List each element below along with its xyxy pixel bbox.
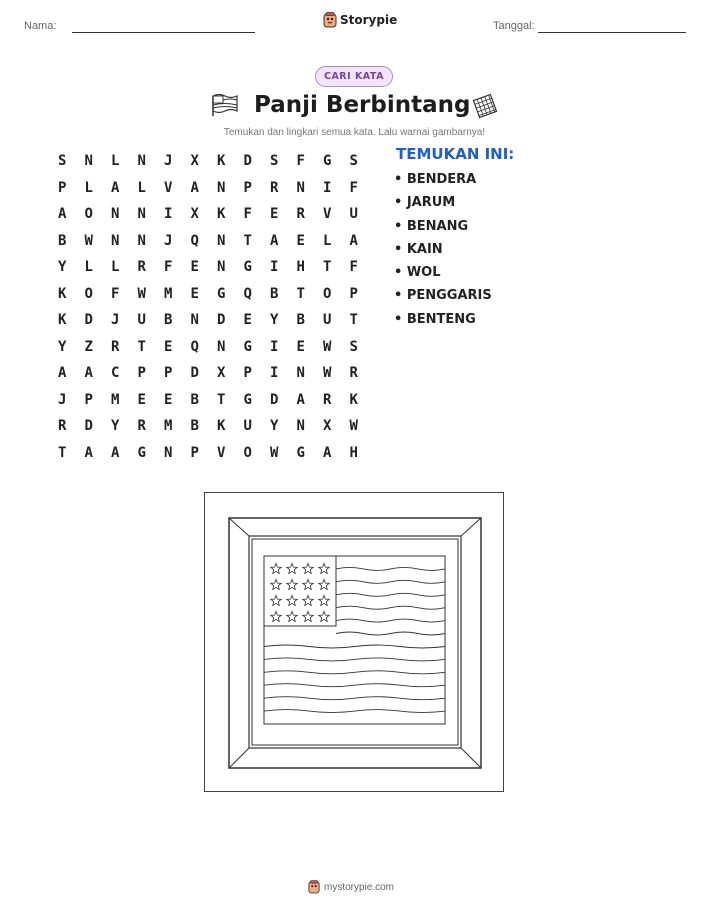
grid-letter[interactable]: W (323, 338, 332, 355)
grid-letter[interactable]: A (84, 444, 93, 461)
name-label: Nama: (24, 20, 57, 32)
grid-letter[interactable]: N (296, 418, 305, 435)
footer (308, 880, 394, 894)
grid-letter[interactable]: A (111, 179, 120, 196)
grid-letter[interactable]: T (137, 338, 146, 355)
grid-letter[interactable]: W (270, 444, 279, 461)
word-list-item: • JARUM (394, 195, 456, 211)
grid-letter[interactable]: G (296, 444, 305, 461)
grid-letter[interactable]: E (164, 391, 173, 408)
grid-letter[interactable]: O (243, 444, 252, 461)
grid-letter[interactable]: A (296, 391, 305, 408)
grid-letter[interactable]: T (217, 391, 226, 408)
grid-letter[interactable]: A (270, 232, 279, 249)
grid-letter[interactable]: L (111, 259, 120, 276)
grid-letter[interactable]: P (349, 285, 358, 302)
grid-letter[interactable]: I (270, 365, 279, 382)
fabric-patch-icon (470, 92, 500, 120)
grid-letter[interactable]: P (243, 179, 252, 196)
grid-letter[interactable]: N (137, 232, 146, 249)
grid-letter[interactable]: K (217, 206, 226, 223)
grid-letter[interactable]: E (190, 285, 199, 302)
grid-letter[interactable]: K (349, 391, 358, 408)
grid-letter[interactable]: F (164, 259, 173, 276)
grid-row (49, 281, 367, 308)
grid-letter[interactable]: L (111, 153, 120, 170)
grid-letter[interactable]: B (58, 232, 67, 249)
grid-letter[interactable]: D (84, 418, 93, 435)
category-badge: CARI KATA (315, 66, 393, 87)
grid-letter[interactable]: G (243, 338, 252, 355)
word-list (394, 172, 492, 335)
grid-letter[interactable]: Y (270, 312, 279, 329)
grid-row (49, 360, 367, 387)
grid-letter[interactable]: W (349, 418, 358, 435)
grid-letter[interactable]: G (137, 444, 146, 461)
grid-letter[interactable]: S (349, 338, 358, 355)
grid-letter[interactable]: X (323, 418, 332, 435)
grid-letter[interactable]: N (217, 259, 226, 276)
grid-row (49, 201, 367, 228)
grid-letter[interactable]: J (111, 312, 120, 329)
grid-letter[interactable]: N (296, 365, 305, 382)
word-list-item: • BENDERA (394, 172, 477, 187)
grid-letter[interactable]: Y (270, 418, 279, 435)
grid-letter[interactable]: I (323, 179, 332, 196)
grid-letter[interactable]: D (217, 312, 226, 329)
grid-letter[interactable]: U (349, 206, 358, 223)
grid-letter[interactable]: H (296, 259, 305, 276)
grid-letter[interactable]: X (190, 206, 199, 223)
grid-letter[interactable]: V (217, 444, 226, 461)
grid-letter[interactable]: R (137, 259, 146, 276)
grid-letter[interactable]: R (270, 179, 279, 196)
grid-letter[interactable]: N (111, 232, 120, 249)
grid-letter[interactable]: E (270, 206, 279, 223)
grid-letter[interactable]: F (349, 259, 358, 276)
grid-letter[interactable]: A (58, 206, 67, 223)
grid-letter[interactable]: T (243, 232, 252, 249)
grid-letter[interactable]: O (84, 206, 93, 223)
grid-letter[interactable]: Z (84, 338, 93, 355)
grid-row (49, 413, 367, 440)
grid-letter[interactable]: D (270, 391, 279, 408)
grid-letter[interactable]: A (58, 365, 67, 382)
grid-letter[interactable]: F (243, 206, 252, 223)
grid-letter[interactable]: N (190, 312, 199, 329)
brand-name: Storypie (340, 13, 398, 27)
grid-row (49, 148, 367, 175)
grid-letter[interactable]: K (58, 285, 67, 302)
framed-flag-illustration (205, 493, 503, 791)
grid-letter[interactable]: M (164, 285, 173, 302)
grid-letter[interactable]: H (349, 444, 358, 461)
grid-letter[interactable]: N (111, 206, 120, 223)
grid-letter[interactable]: T (349, 312, 358, 329)
grid-row (49, 334, 367, 361)
grid-letter[interactable]: T (323, 259, 332, 276)
grid-letter[interactable]: K (217, 418, 226, 435)
grid-letter[interactable]: Q (190, 338, 199, 355)
grid-letter[interactable]: E (296, 338, 305, 355)
grid-letter[interactable]: W (137, 285, 146, 302)
flag-icon (210, 93, 240, 117)
grid-letter[interactable]: E (296, 232, 305, 249)
grid-letter[interactable]: I (164, 206, 173, 223)
grid-letter[interactable]: P (190, 444, 199, 461)
grid-letter[interactable]: G (217, 285, 226, 302)
grid-letter[interactable]: I (270, 338, 279, 355)
grid-letter[interactable]: S (270, 153, 279, 170)
grid-letter[interactable]: Q (243, 285, 252, 302)
grid-letter[interactable]: M (111, 391, 120, 408)
grid-letter[interactable]: V (323, 206, 332, 223)
grid-letter[interactable]: N (217, 179, 226, 196)
grid-letter[interactable]: P (137, 365, 146, 382)
grid-letter[interactable]: Q (190, 232, 199, 249)
grid-letter[interactable]: U (323, 312, 332, 329)
word-search-grid[interactable] (49, 148, 367, 466)
grid-letter[interactable]: B (190, 418, 199, 435)
grid-letter[interactable]: I (270, 259, 279, 276)
grid-letter[interactable]: S (58, 153, 67, 170)
grid-letter[interactable]: U (137, 312, 146, 329)
grid-letter[interactable]: U (243, 418, 252, 435)
storypie-mascot-icon (323, 12, 337, 28)
grid-letter[interactable]: R (58, 418, 67, 435)
grid-letter[interactable]: W (323, 365, 332, 382)
grid-letter[interactable]: R (137, 418, 146, 435)
grid-letter[interactable]: K (217, 153, 226, 170)
grid-letter[interactable]: N (217, 338, 226, 355)
grid-letter[interactable]: B (164, 312, 173, 329)
grid-letter[interactable]: L (84, 179, 93, 196)
grid-letter[interactable]: E (164, 338, 173, 355)
grid-letter[interactable]: B (296, 312, 305, 329)
grid-letter[interactable]: L (137, 179, 146, 196)
brand-logo (323, 12, 397, 28)
grid-letter[interactable]: D (190, 365, 199, 382)
grid-row (49, 440, 367, 467)
grid-letter[interactable]: D (84, 312, 93, 329)
grid-letter[interactable]: A (349, 232, 358, 249)
grid-letter[interactable]: Y (111, 418, 120, 435)
date-label: Tanggal: (493, 20, 535, 32)
grid-letter[interactable]: F (349, 179, 358, 196)
grid-letter[interactable]: N (296, 179, 305, 196)
word-list-item: • PENGGARIS (394, 288, 492, 304)
grid-row (49, 228, 367, 255)
grid-letter[interactable]: R (111, 338, 120, 355)
grid-letter[interactable]: F (111, 285, 120, 302)
grid-row (49, 175, 367, 202)
instructions: Temukan dan lingkari semua kata. Lalu warnai gambarnya! (223, 127, 486, 138)
grid-letter[interactable]: B (270, 285, 279, 302)
grid-letter[interactable]: R (296, 206, 305, 223)
word-list-item: • WOL (394, 265, 441, 281)
grid-letter[interactable]: K (58, 312, 67, 329)
grid-letter[interactable]: M (164, 418, 173, 435)
grid-letter[interactable]: A (111, 444, 120, 461)
grid-letter[interactable]: D (243, 153, 252, 170)
grid-letter[interactable]: J (58, 391, 67, 408)
footer-url[interactable]: mystorypie.com (324, 881, 395, 893)
grid-letter[interactable]: C (111, 365, 120, 382)
grid-letter[interactable]: V (164, 179, 173, 196)
grid-letter[interactable]: E (243, 312, 252, 329)
word-list-item: • KAIN (394, 241, 443, 257)
grid-letter[interactable]: P (243, 365, 252, 382)
grid-letter[interactable]: N (164, 444, 173, 461)
grid-row (49, 254, 367, 281)
grid-letter[interactable]: N (137, 153, 146, 170)
storypie-mascot-icon (308, 880, 320, 894)
grid-letter[interactable]: P (84, 391, 93, 408)
grid-letter[interactable]: X (217, 365, 226, 382)
grid-letter[interactable]: R (349, 365, 358, 382)
grid-letter[interactable]: J (164, 153, 173, 170)
name-line[interactable] (72, 32, 255, 33)
grid-letter[interactable]: E (137, 391, 146, 408)
coloring-box[interactable] (204, 492, 504, 792)
grid-row (49, 307, 367, 334)
grid-letter[interactable]: R (323, 391, 332, 408)
grid-letter[interactable]: L (323, 232, 332, 249)
grid-letter[interactable]: W (84, 232, 93, 249)
grid-letter[interactable]: N (84, 153, 93, 170)
grid-letter[interactable]: P (164, 365, 173, 382)
grid-letter[interactable]: X (190, 153, 199, 170)
grid-letter[interactable]: S (349, 153, 358, 170)
date-line[interactable] (538, 32, 686, 33)
grid-letter[interactable]: G (243, 259, 252, 276)
page-title: Panji Berbintang (254, 92, 471, 118)
grid-letter[interactable]: T (58, 444, 67, 461)
grid-letter[interactable]: P (58, 179, 67, 196)
grid-row (49, 387, 367, 414)
grid-letter[interactable]: L (84, 259, 93, 276)
grid-letter[interactable]: O (323, 285, 332, 302)
grid-letter[interactable]: F (296, 153, 305, 170)
grid-letter[interactable]: N (217, 232, 226, 249)
grid-letter[interactable]: G (243, 391, 252, 408)
grid-letter[interactable]: N (137, 206, 146, 223)
word-list-item: • BENTENG (394, 311, 476, 327)
grid-letter[interactable]: A (84, 365, 93, 382)
grid-letter[interactable]: E (190, 259, 199, 276)
grid-letter[interactable]: J (164, 232, 173, 249)
grid-letter[interactable]: B (190, 391, 199, 408)
grid-letter[interactable]: T (296, 285, 305, 302)
grid-letter[interactable]: A (190, 179, 199, 196)
word-list-item: • BENANG (394, 218, 469, 234)
grid-letter[interactable]: G (323, 153, 332, 170)
grid-letter[interactable]: Y (58, 338, 67, 355)
grid-letter[interactable]: Y (58, 259, 67, 276)
grid-letter[interactable]: O (84, 285, 93, 302)
wordlist-title: TEMUKAN INI: (396, 145, 515, 163)
grid-letter[interactable]: A (323, 444, 332, 461)
